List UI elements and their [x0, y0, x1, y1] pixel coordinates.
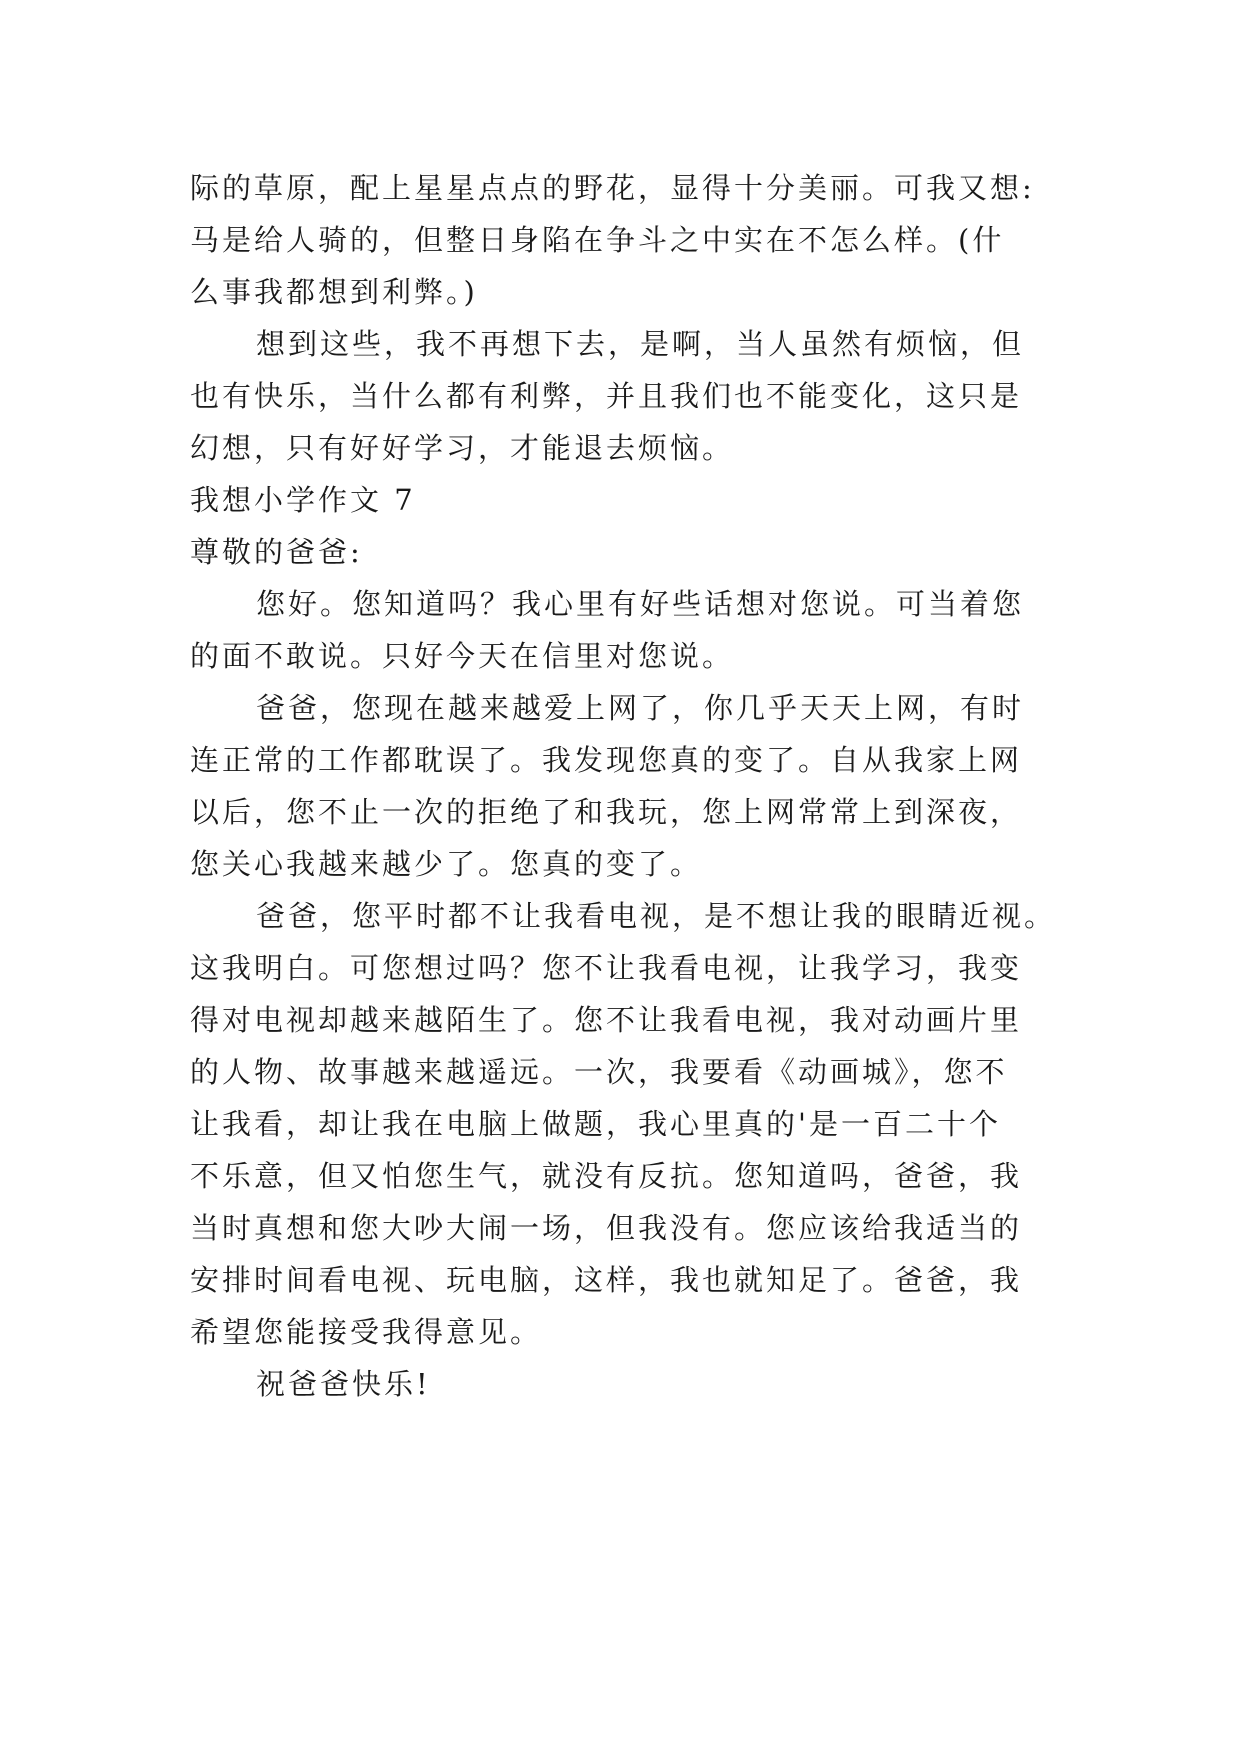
text-line: 当时真想和您大吵大闹一场，但我没有。您应该给我适当的 [190, 1211, 1023, 1245]
text-line: 的面不敢说。只好今天在信里对您说。 [190, 639, 735, 673]
text-line: 希望您能接受我得意见。 [190, 1315, 543, 1349]
text-line: 爸爸，您平时都不让我看电视，是不想让我的眼睛近视。 [256, 899, 1057, 933]
letter-closing: 祝爸爸快乐! [256, 1367, 431, 1401]
text-line: 不乐意，但又怕您生气，就没有反抗。您知道吗，爸爸，我 [190, 1159, 1023, 1193]
text-line: 连正常的工作都耽误了。我发现您真的变了。自从我家上网 [190, 743, 1023, 777]
text-line: 爸爸，您现在越来越爱上网了，你几乎天天上网，有时 [256, 691, 1025, 725]
text-line: 幻想，只有好好学习，才能退去烦恼。 [190, 431, 735, 465]
text-line: 马是给人骑的，但整日身陷在争斗之中实在不怎么样。(什 [190, 223, 1005, 257]
text-line: 安排时间看电视、玩电脑，这样，我也就知足了。爸爸，我 [190, 1263, 1023, 1297]
text-line: 这我明白。可您想过吗？您不让我看电视，让我学习，我变 [190, 951, 1023, 985]
section-heading: 我想小学作文 7 [190, 483, 416, 517]
text-line: 得对电视却越来越陌生了。您不让我看电视，我对动画片里 [190, 1003, 1023, 1037]
text-line: 际的草原，配上星星点点的野花，显得十分美丽。可我又想: [190, 171, 1035, 205]
text-line: 让我看，却让我在电脑上做题，我心里真的'是一百二十个 [190, 1107, 1001, 1141]
text-line: 也有快乐，当什么都有利弊，并且我们也不能变化，这只是 [190, 379, 1023, 413]
text-line: 么事我都想到利弊。) [190, 275, 478, 309]
text-line: 想到这些，我不再想下去，是啊，当人虽然有烦恼，但 [256, 327, 1025, 361]
text-line: 的人物、故事越来越遥远。一次，我要看《动画城》，您不 [190, 1055, 1008, 1089]
text-line: 您关心我越来越少了。您真的变了。 [190, 847, 703, 881]
letter-salutation: 尊敬的爸爸: [190, 535, 363, 569]
text-line: 以后，您不止一次的拒绝了和我玩，您上网常常上到深夜， [190, 795, 1023, 829]
text-line: 您好。您知道吗？我心里有好些话想对您说。可当着您 [256, 587, 1025, 621]
